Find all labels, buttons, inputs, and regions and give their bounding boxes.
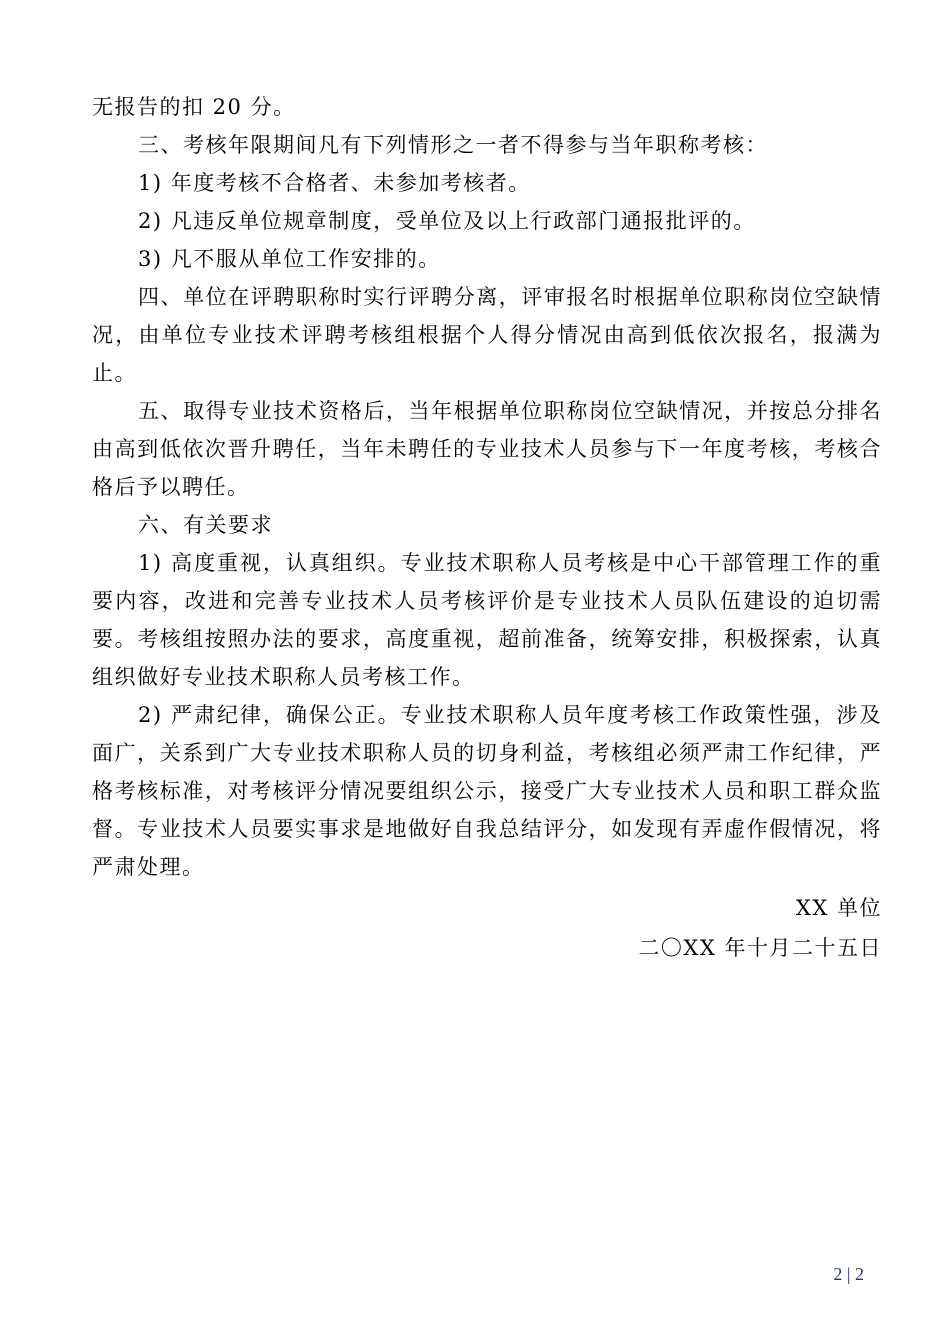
paragraph-3: 1) 年度考核不合格者、未参加考核者。	[138, 171, 531, 195]
signature-date: 二〇XX 年十月二十五日	[638, 936, 882, 960]
document-body	[92, 88, 882, 886]
paragraph-2: 三、考核年限期间凡有下列情形之一者不得参与当年职称考核：	[138, 133, 768, 157]
signature-block	[638, 888, 882, 968]
paragraph-8: 六、有关要求	[138, 513, 273, 537]
paragraph-5: 3) 凡不服从单位工作安排的。	[138, 247, 441, 271]
paragraph-1: 无报告的扣 20 分。	[92, 95, 296, 119]
paragraph-4: 2) 凡违反单位规章制度，受单位及以上行政部门通报批评的。	[138, 209, 756, 233]
paragraph-10: 2) 严肃纪律，确保公正。专业技术职称人员年度考核工作政策性强，涉及面广，关系到广大专业技术职称人员的切身利益，考核组必须严肃工作纪律，严格考核标准，对考核评分情况要组织公示，接受广大专业技术人员和职工群众监督。专业技术人员要实事求是地做好自我总结评分，如发现有弄虚作假情况，将严肃处理。	[92, 703, 882, 879]
paragraph-9: 1) 高度重视，认真组织。专业技术职称人员考核是中心干部管理工作的重要内容，改进和完善专业技术人员考核评价是专业技术人员队伍建设的迫切需要。考核组按照办法的要求，高度重视，超前准备，统筹安排，积极探索，认真组织做好专业技术职称人员考核工作。	[92, 551, 882, 689]
signature-org: XX 单位	[795, 896, 882, 920]
page-number: 2 | 2	[833, 1264, 864, 1284]
paragraph-7: 五、取得专业技术资格后，当年根据单位职称岗位空缺情况，并按总分排名由高到低依次晋升聘任，当年未聘任的专业技术人员参与下一年度考核，考核合格后予以聘任。	[92, 399, 882, 499]
paragraph-6: 四、单位在评聘职称时实行评聘分离，评审报名时根据单位职称岗位空缺情况，由单位专业技术评聘考核组根据个人得分情况由高到低依次报名，报满为止。	[92, 285, 882, 385]
